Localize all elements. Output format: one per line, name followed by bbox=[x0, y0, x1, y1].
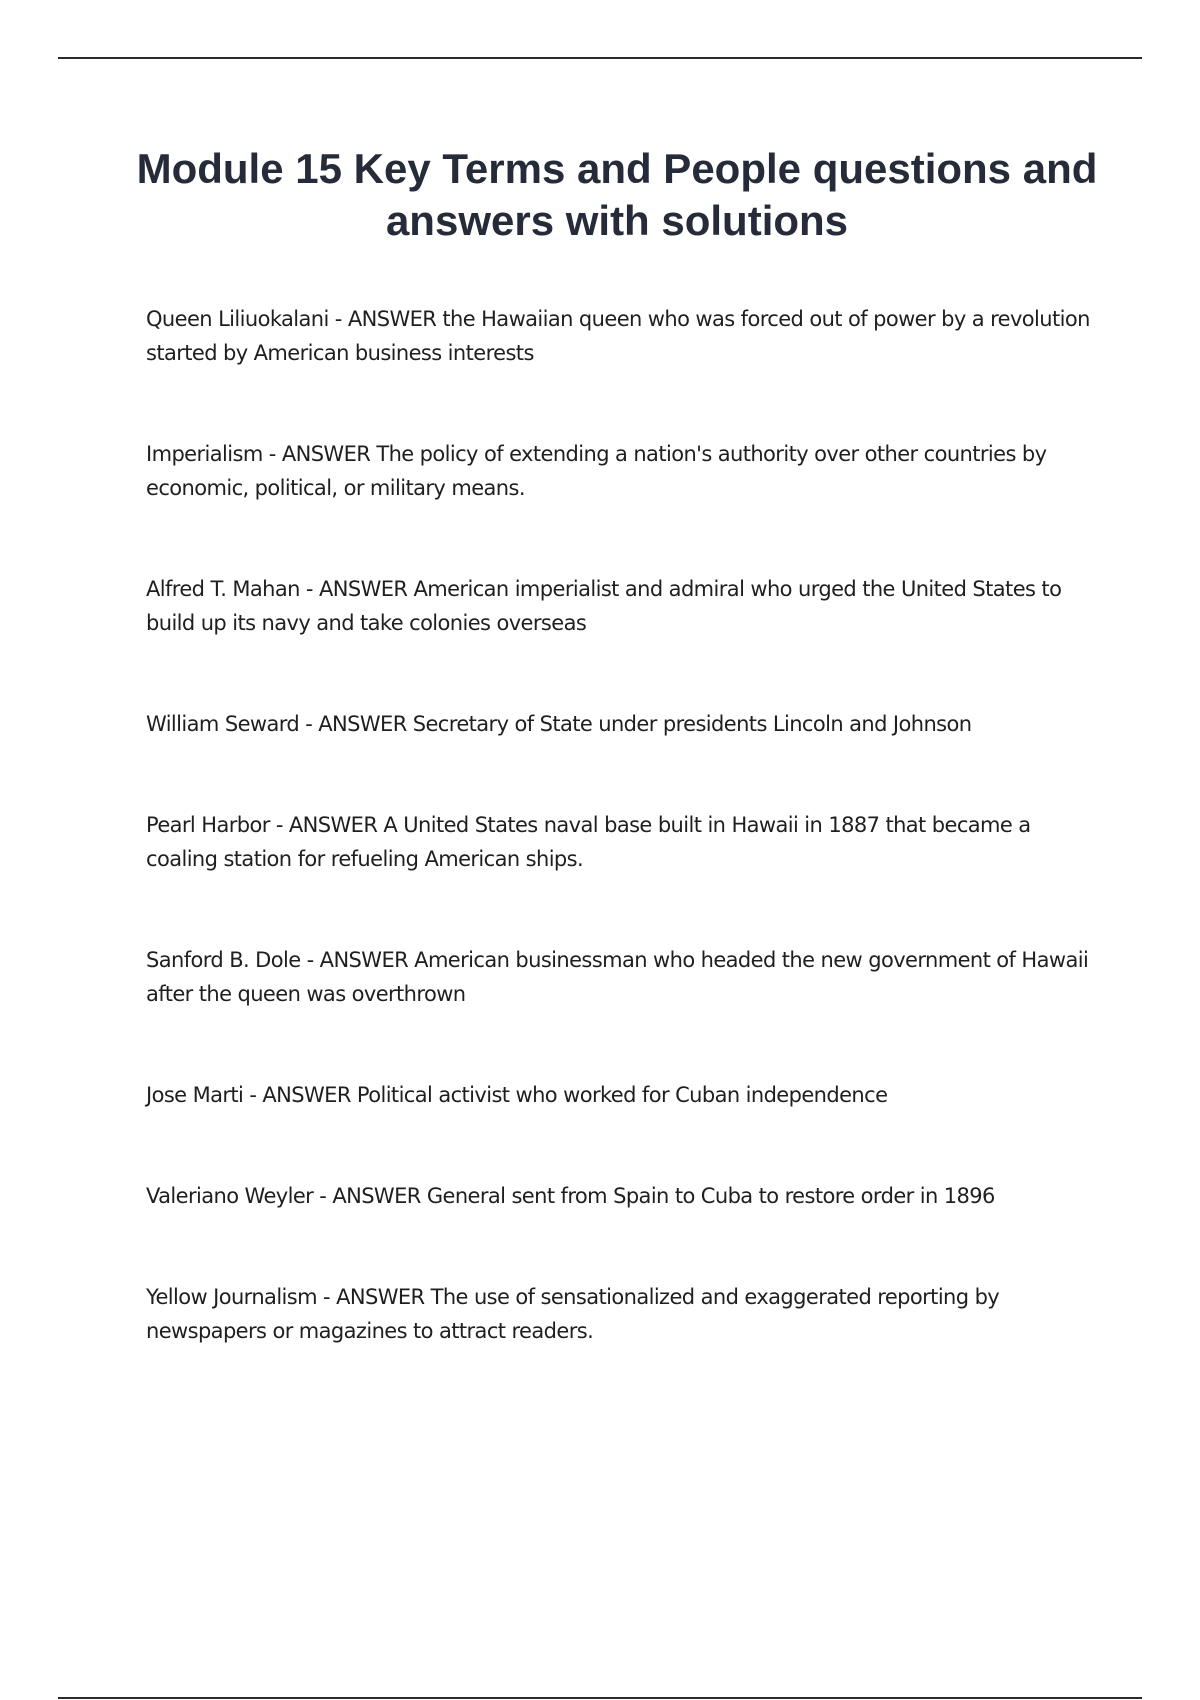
term-entry: Yellow Journalism - ANSWER The use of sensationalized and exaggerated reporting by newspapers or magazines to attract readers. bbox=[146, 1285, 1000, 1343]
term-entry: Alfred T. Mahan - ANSWER American imperialist and admiral who urged the United States to build up its navy and take colonies overseas bbox=[146, 577, 1062, 635]
term-entry: Sanford B. Dole - ANSWER American businessman who headed the new government of Hawaii after the queen was overthrown bbox=[146, 948, 1089, 1006]
terms-list bbox=[146, 302, 1096, 1415]
document-title: Module 15 Key Terms and People questions and answers with solutions bbox=[136, 145, 1098, 244]
term-entry: Pearl Harbor - ANSWER A United States naval base built in Hawaii in 1887 that became a coaling station for refueling American ships. bbox=[146, 813, 1031, 871]
term-entry: Imperialism - ANSWER The policy of extending a nation's authority over other countries by economic, political, or military means. bbox=[146, 442, 1047, 500]
bottom-divider bbox=[58, 1697, 1142, 1699]
term-entry: Queen Liliuokalani - ANSWER the Hawaiian queen who was forced out of power by a revolution started by American business interests bbox=[146, 307, 1090, 365]
term-entry: William Seward - ANSWER Secretary of State under presidents Lincoln and Johnson bbox=[146, 712, 972, 736]
top-divider bbox=[58, 57, 1142, 59]
term-entry: Jose Marti - ANSWER Political activist who worked for Cuban independence bbox=[146, 1083, 888, 1107]
term-entry: Valeriano Weyler - ANSWER General sent from Spain to Cuba to restore order in 1896 bbox=[146, 1184, 995, 1208]
